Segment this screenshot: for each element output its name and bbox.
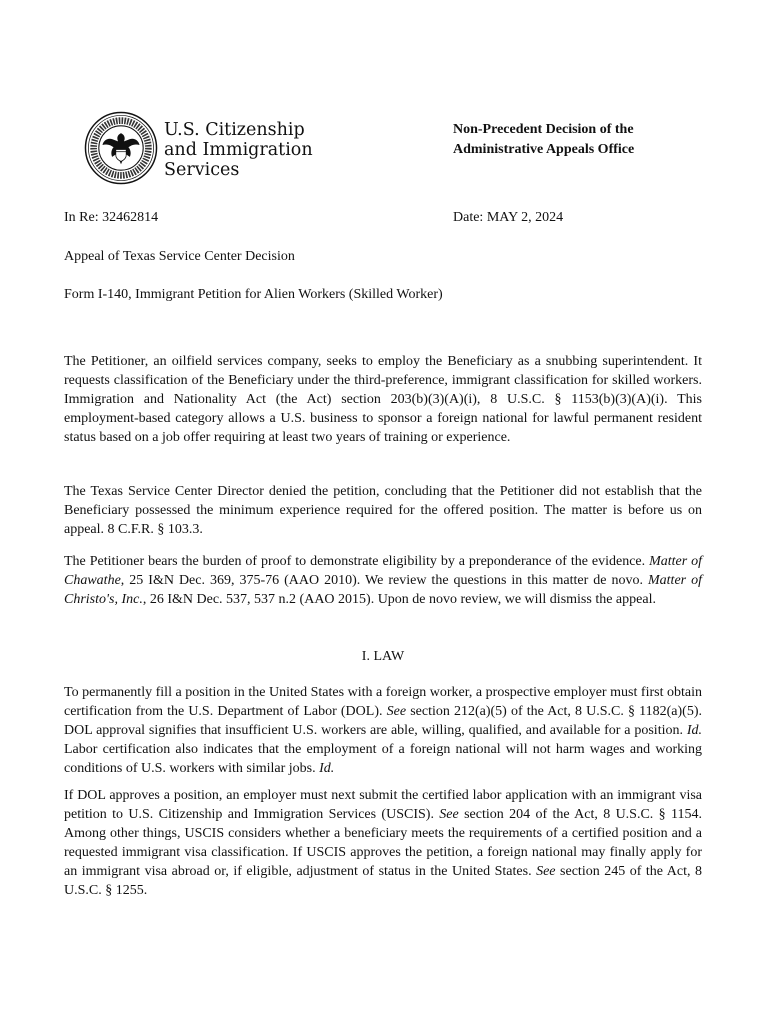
decision-type bbox=[453, 120, 634, 160]
paragraph-4: To permanently fill a position in the United States with a foreign worker, a prospective employer must first obtain certification from the U.S. Department of Labor (DOL). See section 212(a)(5) of the Act, 8 U.S.C. § 1182(a)(5). DOL approval signifies that insufficient U.S. workers are able, willing, qualified, and available for a position. Id. Labor certification also indicates that the employment of a foreign national will not harm wages and working conditions of U.S. workers with similar jobs. Id. bbox=[64, 685, 702, 776]
section-heading: I. LAW bbox=[361, 649, 405, 664]
agency-name bbox=[164, 120, 313, 180]
decision-line-1: Non-Precedent Decision of the bbox=[453, 122, 634, 137]
agency-line-2: and Immigration bbox=[164, 140, 313, 160]
case-citation: Matter of Chawathe bbox=[64, 554, 702, 588]
decision-line-2: Administrative Appeals Office bbox=[453, 142, 635, 157]
paragraph-5: If DOL approves a position, an employer must next submit the certified labor application with an immigrant visa petition to U.S. Citizenship and Immigration Services (USCIS). See section 204 of the Act, 8 U.S.C. § 1154. Among other things, USCIS considers whether a beneficiary meets the requirements of a certified position and a requested immigrant visa classification. If USCIS approves the petition, a foreign national may finally apply for an immigrant visa abroad or, if eligible, adjustment of status in the United States. See section 245 of the Act, 8 U.S.C. § 1255. bbox=[64, 788, 702, 898]
form-line: Form I-140, Immigrant Petition for Alien Workers (Skilled Worker) bbox=[64, 287, 443, 302]
paragraph-3: The Petitioner bears the burden of proof to demonstrate eligibility by a preponderance of the evidence. Matter of Chawathe, 25 I&N Dec. 369, 375-76 (AAO 2010). We review the questions in this matter de novo. Matter of Christo's, Inc., 26 I&N Dec. 537, 537 n.2 (AAO 2015). Upon de novo review, we will dismiss the appeal. bbox=[64, 554, 702, 607]
dhs-seal-icon bbox=[84, 111, 158, 185]
appeal-line: Appeal of Texas Service Center Decision bbox=[64, 249, 295, 264]
agency-line-3: Services bbox=[164, 160, 240, 180]
case-citation: Matter of Christo's, Inc. bbox=[64, 573, 702, 607]
paragraph-2: The Texas Service Center Director denied the petition, concluding that the Petitioner did not establish that the Beneficiary possessed the minimum experience required for the offered position. The matter is before us on appeal. 8 C.F.R. § 103.3. bbox=[64, 484, 702, 537]
agency-line-1: U.S. Citizenship bbox=[164, 120, 305, 140]
case-number: In Re: 32462814 bbox=[64, 210, 159, 225]
decision-date: Date: MAY 2, 2024 bbox=[453, 210, 564, 225]
paragraph-1: The Petitioner, an oilfield services company, seeks to employ the Beneficiary as a snubbing superintendent. It requests classification of the Beneficiary under the third-preference, immigrant classification for skilled workers. Immigration and Nationality Act (the Act) section 203(b)(3)(A)(i), 8 U.S.C. § 1153(b)(3)(A)(i). This employment-based category allows a U.S. business to sponsor a foreign national for lawful permanent resident status based on a job offer requiring at least two years of training or experience. bbox=[64, 354, 702, 445]
